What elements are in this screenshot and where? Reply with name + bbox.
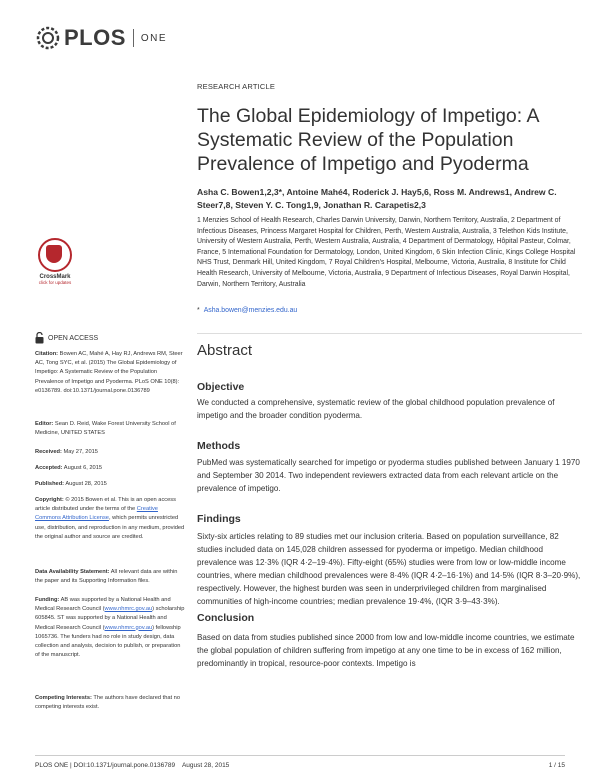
open-lock-icon <box>35 332 44 344</box>
received-label: Received: <box>35 449 62 455</box>
data-availability-label: Data Availability Statement: <box>35 569 110 575</box>
article-title: The Global Epidemiology of Impetigo: A Systematic Review of the Population Prevalence of Impetigo and Pyoderma <box>197 105 539 175</box>
findings-heading: Findings <box>197 513 241 525</box>
brand-name: PLOS <box>64 25 126 50</box>
nhmrc-link-2[interactable]: www.nhmrc.gov.au <box>104 624 153 631</box>
published-date: August 28, 2015 <box>65 481 107 487</box>
footer-divider <box>35 755 565 756</box>
copyright-text-b: , which permits unrestricted use, distribution, and reproduction in any medium, provided the original author and source are credited. <box>35 515 185 540</box>
plos-logo[interactable] <box>35 23 167 53</box>
funding-block <box>35 596 185 660</box>
crossmark-label: CrossMark <box>39 274 71 280</box>
copyright-block <box>35 496 185 542</box>
funding-text-b: ) scholarship 605845. ST was supported by a National Health and Medical Research Council ( <box>35 606 185 631</box>
conclusion-heading: Conclusion <box>197 612 255 624</box>
crossmark-badge[interactable] <box>35 238 75 285</box>
open-access-label: OPEN ACCESS <box>48 334 99 342</box>
divider <box>197 333 582 334</box>
abstract-heading: Abstract <box>197 342 253 359</box>
crossmark-sub: click for updates <box>38 280 72 285</box>
citation-text: Bowen AC, Mahé A, Hay RJ, Andrews RM, Steer AC, Tong SYC, et al. (2015) The Global Epidemiology of Impetigo: A Systematic Review of the Population Prevalence of Impetigo and Pyoderma. PLoS ONE 10(8): e0136789. doi:10.1371/journal.pone.0136789 <box>35 351 183 394</box>
funding-text-a: AB was supported by a National Health and Medical Research Council ( <box>35 597 171 613</box>
competing-interests-text: The authors have declared that no competing interests exist. <box>35 695 181 711</box>
open-access <box>35 332 98 344</box>
citation-label: Citation: <box>35 351 59 357</box>
findings-text: Sixty-six articles relating to 89 studies met our inclusion criteria. Based on population surveillance, 82 studies included data on 145,028 children assessed for pyoderma or impetigo. Median childhood prevalence was 12·3% (IQR 4·2–19·4%). Fifty-eight (65%) studies were from low or low-middle income countries, where median childhood prevalences were 8·4% (IQR 4·2–16·1%) and 14·5% (IQR 8·3–20·9%), respectively. However, the highest burden was seen in underprivileged children from marginalised communities of high-income countries; median prevalence 19·4%, (IQR 3·9–43·3%). <box>197 532 581 606</box>
objective-heading: Objective <box>197 381 245 393</box>
citation-block <box>35 350 185 396</box>
methods-text: PubMed was systematically searched for impetigo or pyoderma studies published between January 1 1970 and September 30 2014. Two independent reviewers extracted data from each relevant article on the prevalence of impetigo. <box>197 458 580 493</box>
copyright-text-a: © 2015 Bowen et al. This is an open access article distributed under the terms of the <box>35 497 176 513</box>
email-link[interactable]: Asha.bowen@menzies.edu.au <box>203 307 298 314</box>
accepted-date: August 6, 2015 <box>63 465 103 471</box>
footer-citation: PLOS ONE | DOI:10.1371/journal.pone.0136789 August 28, 2015 <box>35 762 230 769</box>
methods-heading: Methods <box>197 440 241 452</box>
affiliations: 1 Menzies School of Health Research, Charles Darwin University, Darwin, Northern Territory, Australia, 2 Department of Infectious Diseases, Princess Margaret Hospital for Children, Perth, Western Australia, Australia, 3 Telethon Kids Institute, University of Western Australia, Perth, Western Australia, Australia, 4 Department of Dermatology, Hôpital Pasteur, Colmar, France, 5 International Foundation for Dermatology, London, United Kingdom, 6 Skin Infection Clinic, Kings College Hospital NHS Trust, Denmark Hill, United Kingdom, 7 Royal Children's Hospital, Melbourne, Victoria, Australia, 8 Institute for Child Health Research, University of Melbourne, Victoria, Australia, 9 Department of Infectious Diseases, Royal Darwin Hospital, Darwin, Northern Territory, Australia <box>197 217 576 288</box>
conclusion-text: Based on data from studies published since 2000 from low and low-middle income countries, we estimate the global population of children suffering from impetigo at any one time to be in excess of 162 million, predominantly in tropical, resource-poor contexts. Impetigo is <box>197 633 575 668</box>
author-list: Asha C. Bowen1,2,3*, Antoine Mahé4, Roderick J. Hay5,6, Ross M. Andrews1, Andrew C. Steer7,8, Steven Y. C. Tong1,9, Jonathan R. Carapetis2,3 <box>197 187 557 210</box>
editor-block <box>35 420 185 438</box>
received-date: May 27, 2015 <box>63 449 98 455</box>
accepted-block <box>35 464 185 473</box>
published-label: Published: <box>35 481 65 487</box>
article-type: RESEARCH ARTICLE <box>197 82 276 91</box>
data-availability-text: All relevant data are within the paper and its Supporting Information files. <box>35 569 178 585</box>
corresponding-email[interactable] <box>197 307 297 314</box>
nhmrc-link-1[interactable]: www.nhmrc.gov.au <box>104 606 153 613</box>
editor-text: Sean D. Reid, Wake Forest University School of Medicine, UNITED STATES <box>35 421 176 437</box>
plos-logo-icon <box>35 25 61 51</box>
competing-interests-block <box>35 694 185 712</box>
funding-text-c: ) fellowship 1065736. The funders had no role in study design, data collection and analysis, decision to publish, or preparation of the manuscript. <box>35 624 181 659</box>
funding-label: Funding: <box>35 597 60 603</box>
competing-interests-label: Competing Interests: <box>35 695 92 701</box>
copyright-label: Copyright: <box>35 497 64 503</box>
email-marker: * <box>197 307 200 314</box>
license-link[interactable]: Creative Commons Attribution License <box>35 506 158 522</box>
journal-name: ONE <box>140 32 168 44</box>
objective-text: We conducted a comprehensive, systematic review of the global childhood population prevalence of impetigo and the broader condition pyoderma. <box>197 398 555 420</box>
page-number: 1 / 15 <box>548 762 565 769</box>
data-availability-block <box>35 568 185 586</box>
accepted-label: Accepted: <box>35 465 63 471</box>
published-block <box>35 480 185 489</box>
logo-divider <box>133 29 134 47</box>
received-block <box>35 448 185 457</box>
editor-label: Editor: <box>35 421 54 427</box>
crossmark-icon <box>38 238 72 272</box>
